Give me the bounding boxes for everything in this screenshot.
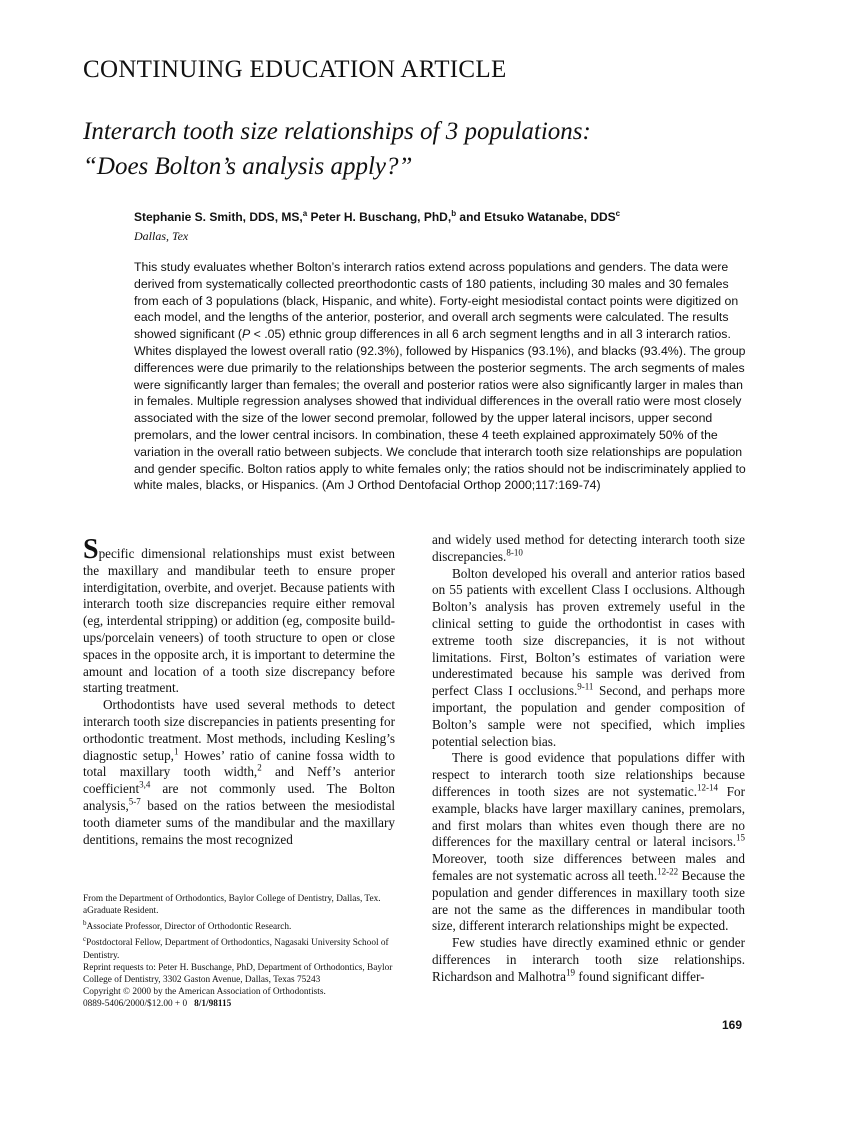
paragraph-text: and Neff’s anterior coefficient xyxy=(83,764,395,797)
section-heading: CONTINUING EDUCATION ARTICLE xyxy=(83,56,507,83)
paragraph-text: Bolton developed his overall and anterior ratios based on 55 patients with excellent Class I occlusions. Although Bolton’s analysis has proven extremely useful in the clinical setting to guide the orthodontist in cases with extreme tooth size discrepancies, it is not without limitations. First, Bolton’s estimates of variation were underestimated because his sample was derived from perfect Class I occlusions. xyxy=(432,565,745,699)
paragraph-text: pecific dimensional relationships must exist between the maxillary and mandibular teeth to ensure proper interdigitation, overbite, and overjet. Because patients with interarch tooth size discrepancies require either removal (eg, interdental stripping) or addition (eg, composite build-ups/porcelain veneers) of tooth structure to open or close spaces in the opposite arch, it is important to determine the amount and location of a tooth size discrepancy before starting treatment. xyxy=(83,546,395,696)
body-paragraph xyxy=(432,566,745,751)
title-line-2: “Does Bolton’s analysis apply?” xyxy=(83,153,413,180)
footnote-affiliation xyxy=(83,933,399,961)
body-paragraph xyxy=(83,697,395,848)
footnote-mark: c xyxy=(83,935,87,944)
citation: 2 xyxy=(257,762,262,773)
citation: 12-22 xyxy=(657,866,679,877)
footnote-affiliation xyxy=(83,917,399,933)
body-paragraph xyxy=(83,534,395,697)
footnotes xyxy=(83,893,399,1010)
drop-cap: S xyxy=(83,534,99,565)
author-list xyxy=(134,209,620,224)
affiliation-mark: c xyxy=(615,209,621,218)
footnote-mark: b xyxy=(83,919,87,928)
page-number: 169 xyxy=(722,1018,743,1032)
author-name: and Etsuko Watanabe, DDS xyxy=(456,210,616,224)
citation: 1 xyxy=(173,746,179,757)
body-paragraph xyxy=(432,750,745,935)
footnote-issn xyxy=(83,998,399,1010)
paragraph-text: There is good evidence that populations differ with respect to interarch tooth size relationships because differences in tooth sizes are not systematic. xyxy=(432,750,745,799)
citation: 12-14 xyxy=(697,782,719,793)
body-column-left xyxy=(83,534,395,848)
affiliation-mark: b xyxy=(451,209,457,218)
citation: 5-7 xyxy=(128,796,141,807)
title-line-1: Interarch tooth size relationships of 3 populations: xyxy=(83,118,591,145)
paragraph-text: Because the population and gender differences in maxillary tooth size are not the same as the differences in mandibular tooth size, different interarch relationships might be expected. xyxy=(432,867,746,934)
abstract-text: < .05) ethnic group differences in all 6 arch segment lengths and in all 3 interarch ratios. Whites displayed the lowest overall ratio (92.3%), followed by Hispanics (93.1%), and blacks (93.4%). The group differences were due primarily to the relationships between the posterior segments. The arch segments of males were significantly larger than females; the overall and posterior ratios were also significantly larger in males than in females. Multiple regression analyses showed that individual differences in the overall ratio were most closely associated with the size of the lower second premolar, followed by the upper lateral incisors, upper second premolars, and the lower central incisors. In combination, these 4 teeth explained approximately 50% of the variation in the overall ratio between subjects. We conclude that interarch tooth size relationships are population and gender specific. Bolton ratios apply to white females only; the ratios should not be indiscriminately applied to white males, blacks, or Hispanics. (Am J Orthod Dentofacial Orthop 2000;117:169-74) xyxy=(134,327,746,493)
author-name: Peter H. Buschang, PhD, xyxy=(307,210,452,224)
paragraph-text: and widely used method for detecting interarch tooth size discrepancies. xyxy=(432,532,745,564)
footnote-affiliation xyxy=(83,905,399,917)
footnote-text: Postdoctoral Fellow, Department of Orthodontics, Nagasaki University School of Dentistry. xyxy=(83,938,389,961)
footnote-text: Associate Professor, Director of Orthodontic Research. xyxy=(86,922,292,933)
body-paragraph xyxy=(432,935,745,985)
author-location: Dallas, Tex xyxy=(134,229,189,243)
citation: 9-11 xyxy=(577,681,594,692)
footnote-department: From the Department of Orthodontics, Baylor College of Dentistry, Dallas, Tex. xyxy=(83,894,381,904)
paragraph-text: Orthodontists have used several methods to detect interarch tooth size discrepancies in patients presenting for orthodontic treatment. Most methods, including Kesling’s diagnostic setup, xyxy=(83,697,395,763)
citation: 15 xyxy=(736,832,745,843)
article-title xyxy=(83,114,783,184)
paragraph-text: For example, blacks have larger maxillary canines, premolars, and first molars than whites even though there are no differences for the maxillary central or lateral incisors. xyxy=(432,783,745,850)
paragraph-text: are not commonly used. The Bolton analysis, xyxy=(83,781,395,813)
author-name: Stephanie S. Smith, DDS, MS, xyxy=(134,210,303,224)
issn-code: 0889-5406/2000/$12.00 + 0 xyxy=(83,998,188,1009)
paragraph-text: Howes’ ratio of canine fossa width to total maxillary tooth width, xyxy=(83,747,395,780)
footnote-copyright: Copyright © 2000 by the American Association of Orthodontists. xyxy=(83,986,326,997)
article-code: 8/1/98115 xyxy=(194,998,232,1009)
paragraph-text: Few studies have directly examined ethnic or gender differences in interarch tooth size relationships. Richardson and Malhotra xyxy=(432,935,745,984)
paragraph-text: Second, and perhaps more important, the population and gender composition of Bolton’s sample were not specified, which implies potential selection bias. xyxy=(432,683,745,749)
abstract-text: This study evaluates whether Bolton’s interarch ratios extend across populations and genders. The data were derived from systematically collected preorthodontic casts of 180 patients, including 30 males and 30 females from each of 3 populations (black, Hispanic, and white). Forty-eight mesiodistal contact points were digitized on each model, and the lengths of the anterior, posterior, and overall arch segments were calculated. The results showed significant ( xyxy=(134,260,739,342)
citation: 8-10 xyxy=(506,547,523,558)
paragraph-text: found significant differ- xyxy=(575,968,705,984)
footnote-mark: a xyxy=(83,906,88,917)
footnote-reprint: Reprint requests to: Peter H. Buschange, PhD, Department of Orthodontics, Baylor College of Dentistry, 3302 Gaston Avenue, Dallas, Texas 75243 xyxy=(83,962,393,985)
paragraph-text: Moreover, tooth size differences between males and females are not systematic across all teeth. xyxy=(432,851,745,883)
citation: 3,4 xyxy=(139,779,151,790)
body-column-right xyxy=(432,532,745,986)
p-value-symbol: P xyxy=(242,327,251,342)
abstract xyxy=(134,259,746,494)
citation: 19 xyxy=(566,967,576,978)
body-paragraph xyxy=(432,532,745,566)
paragraph-text: based on the ratios between the mesiodistal tooth diameter sums of the mandibular and the maxillary dentitions, remains the most recognized xyxy=(83,797,395,847)
footnote-text: Graduate Resident. xyxy=(87,906,159,917)
affiliation-mark: a xyxy=(302,209,308,218)
